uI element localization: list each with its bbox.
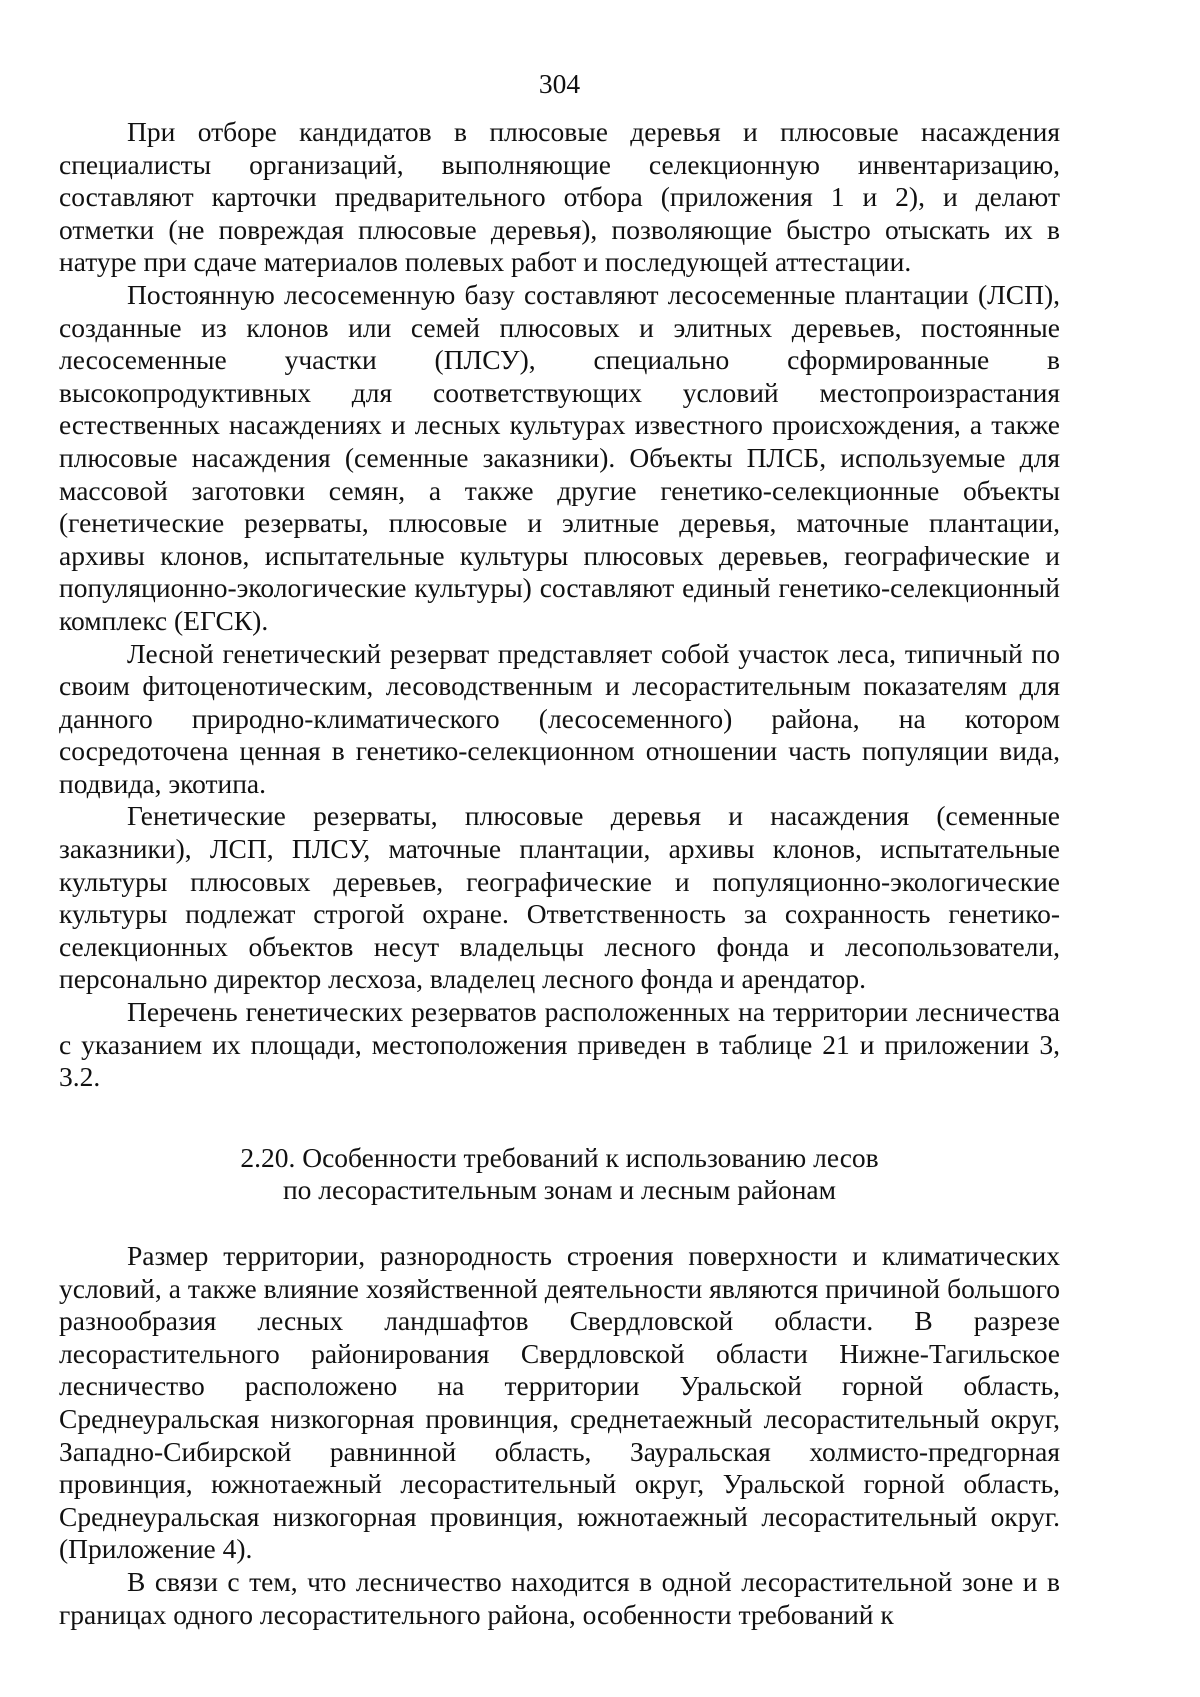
paragraph-reserves-list: Перечень генетических резерватов расположенных на территории лесничества с указанием их площади, местоположения приведен в таблице 21 и приложении 3, 3.2.: [59, 996, 1060, 1093]
paragraph-seed-base: Постоянную лесосеменную базу составляют лесосеменные плантации (ЛСП), созданные из клонов или семей плюсовых и элитных деревьев, постоянные лесосеменные участки (ПЛСУ), специально сформированные в высокопродуктивных для соответствующих условий местопроизрастания естественных насаждениях и лесных культурах известного происхождения, а также плюсовые насаждения (семенные заказники). Объекты ПЛСБ, используемые для массовой заготовки семян, а также другие генетико-селекционные объекты (генетические резерваты, плюсовые и элитные деревья, маточные плантации, архивы клонов, испытательные культуры плюсовых деревьев, географические и популяционно-экологические культуры) составляют единый генетико-селекционный комплекс (ЕГСК).: [59, 278, 1060, 636]
document-page: [59, 68, 1060, 1631]
section-heading-line-2: по лесорастительным зонам и лесным районам: [282, 1174, 837, 1206]
paragraph-plus-trees-selection: При отборе кандидатов в плюсовые деревья и плюсовые насаждения специалисты организаций, выполняющие селекционную инвентаризацию, составляют карточки предварительного отбора (приложения 1 и 2), и делают отметки (не повреждая плюсовые деревья), позволяющие быстро отыскать их в натуре при сдаче материалов полевых работ и последующей аттестации.: [59, 116, 1060, 278]
section-heading-line-1: 2.20. Особенности требований к использованию лесов: [240, 1141, 879, 1173]
section-heading: [59, 1142, 1060, 1207]
paragraph-genetic-reserve: Лесной генетический резерват представляет собой участок леса, типичный по своим фитоценотическим, лесоводственным и лесорастительным показателям для данного природно-климатического (лесосеменного) района, на котором сосредоточена ценная в генетико-селекционном отношении часть популяции вида, подвида, экотипа.: [59, 637, 1060, 799]
paragraph-protection: Генетические резерваты, плюсовые деревья и насаждения (семенные заказники), ЛСП, ПЛСУ, маточные плантации, архивы клонов, испытательные культуры плюсовых деревьев, географические и популяционно-экологические культуры подлежат строгой охране. Ответственность за сохранность генетико-селекционных объектов несут владельцы лесного фонда и лесопользователи, персонально директор лесхоза, владелец лесного фонда и арендатор.: [59, 800, 1060, 995]
page-number: 304: [538, 68, 581, 99]
paragraph-territory: Размер территории, разнородность строения поверхности и климатических условий, а также влияние хозяйственной деятельности являются причиной большого разнообразия лесных ландшафтов Свердловской области. В разрезе лесорастительного районирования Свердловской области Нижне-Тагильское лесничество расположено на территории Уральской горной область, Среднеуральская низкогорная провинция, среднетаежный лесорастительный округ, Западно-Сибирской равнинной область, Зауральская холмисто-предгорная провинция, южнотаежный лесорастительный округ, Уральской горной область, Среднеуральская низкогорная провинция, южнотаежный лесорастительный округ. (Приложение 4).: [59, 1240, 1060, 1565]
paragraph-single-zone: В связи с тем, что лесничество находится в одной лесорастительной зоне и в границах одного лесорастительного района, особенности требований к: [59, 1565, 1060, 1630]
